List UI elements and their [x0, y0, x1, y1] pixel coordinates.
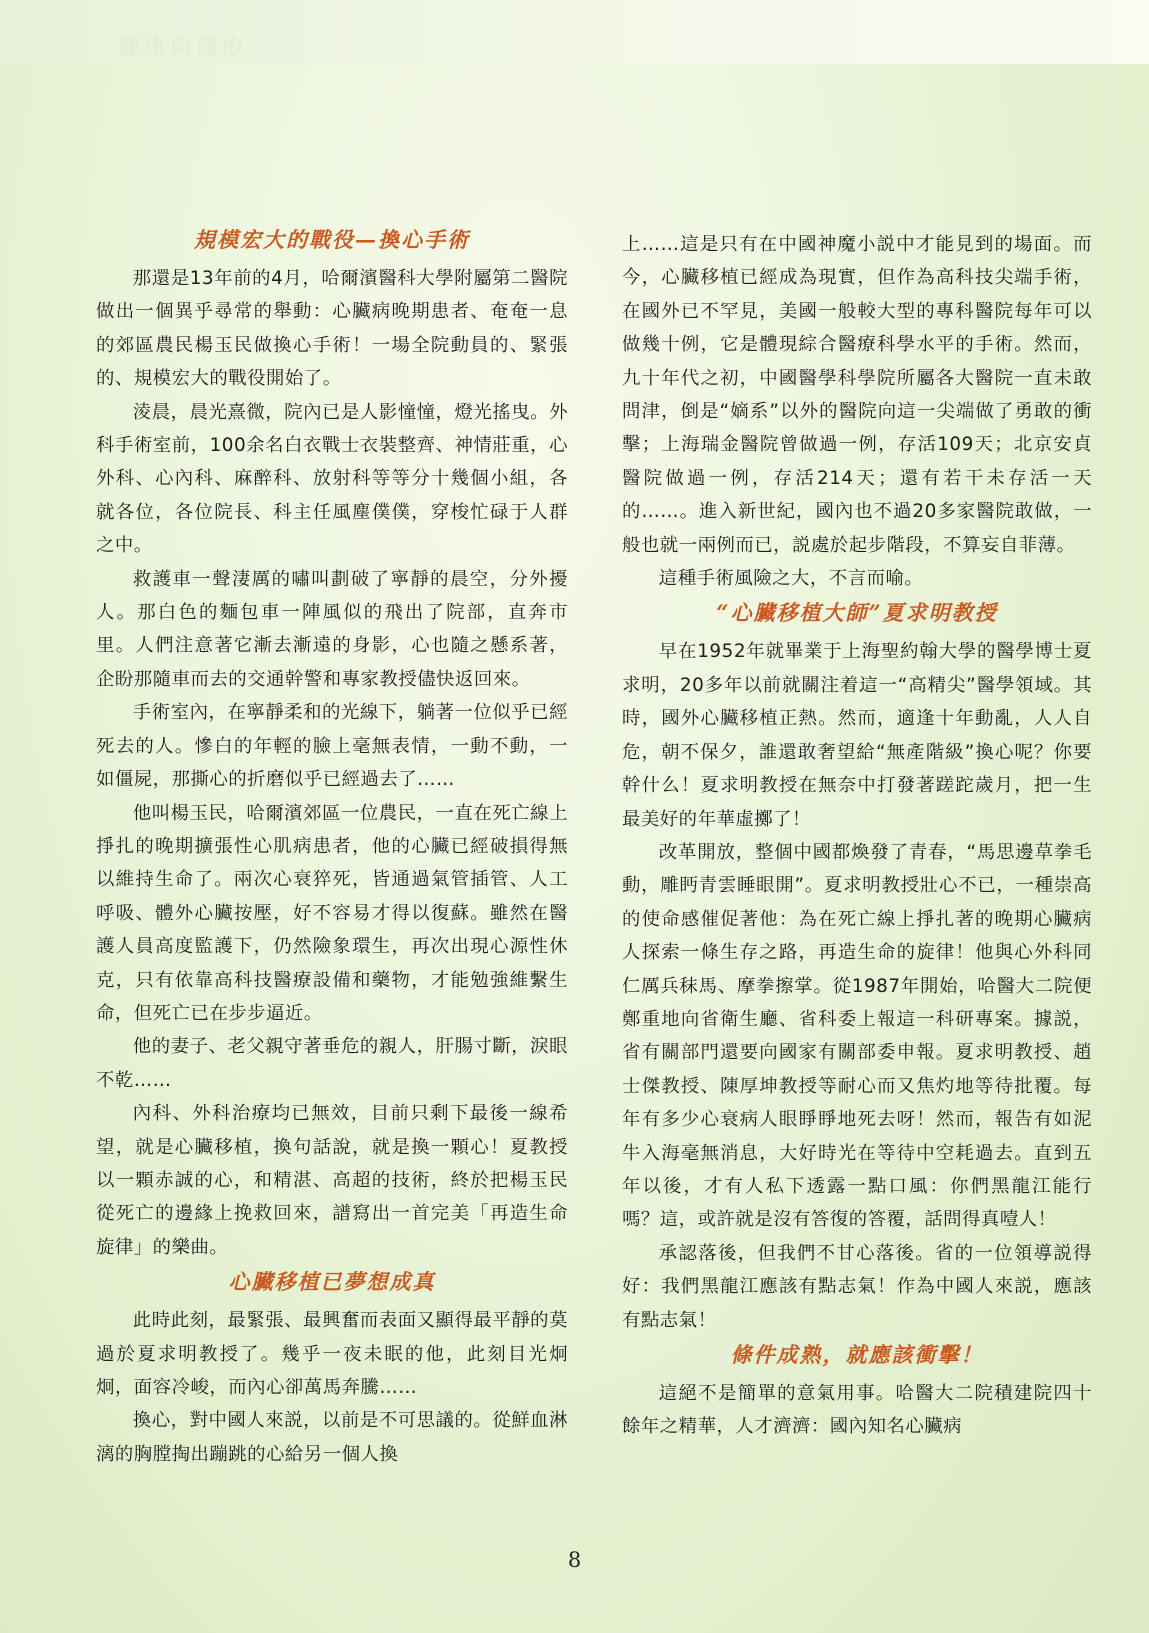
- paragraph: 承認落後，但我們不甘心落後。省的一位領導説得好：我們黑龍江應該有點志氣！作為中國人來説，應該有點志氣！: [622, 1242, 1092, 1331]
- paragraph: 救護車一聲淒厲的嘯叫劃破了寧靜的晨空，分外擾人。那白色的麵包車一陣風似的飛出了院部，直奔市里。人們注意著它漸去漸遠的身影，心也隨之懸系著，企盼那隨車而去的交通幹警和專家教授儘快返回來。: [96, 568, 568, 690]
- page-number: 8: [567, 1548, 582, 1572]
- section-heading-conditions-ripe: 條件成熟，就應該衝擊！: [730, 1342, 984, 1367]
- header-strip: [0, 0, 1149, 64]
- paragraph: 改革開放，整個中國都煥發了青春，“馬思邊草拳毛動，雕眄青雲睡眼開”。夏求明教授壯心不已，一種崇高的使命感催促著他：為在死亡線上掙扎著的晚期心臟病人探索一條生存之路，再造生命的旋律！他與心外科同仁厲兵秣馬、摩拳擦掌。從1987年開始，哈醫大二院便鄭重地向省衛生廳、省科委上報這一科研專案。據説，省有關部門還要向國家有關部委申報。夏求明教授、趙士傑教授、陳厚坤教授等耐心而又焦灼地等待批覆。每年有多少心衰病人眼睜睜地死去呀！然而，報告有如泥牛入海毫無消息，大好時光在等待中空耗過去。直到五年以後，才有人私下透露一點口風：你們黑龍江能行嗎？這，或許就是沒有答復的答覆，話問得真噎人！: [622, 841, 1092, 1231]
- left-column: [96, 222, 568, 1471]
- paragraph: 他叫楊玉民，哈爾濱郊區一位農民，一直在死亡線上掙扎的晚期擴張性心肌病患者，他的心臟已經破損得無以維持生命了。兩次心衰猝死，皆通過氣管插管、人工呼吸、體外心臟按壓，好不容易才得以復蘇。雖然在醫護人員高度監護下，仍然險象環生，再次出現心源性休克，只有依靠高科技醫療設備和藥物，才能勉強維繫生命，但死亡已在步步逼近。: [96, 802, 568, 1024]
- paragraph: 換心，對中國人來説，以前是不可思議的。從鮮血淋漓的胸膛掏出蹦跳的心給另一個人換: [96, 1410, 568, 1465]
- right-column: [622, 228, 1092, 1444]
- paragraph: 手術室內，在寧靜柔和的光線下，躺著一位似乎已經死去的人。慘白的年輕的臉上毫無表情，一動不動，一如僵屍，那撕心的折磨似乎已經過去了……: [96, 702, 568, 791]
- paragraph: 此時此刻，最緊張、最興奮而表面又顯得最平靜的莫過於夏求明教授了。幾乎一夜未眠的他，此刻目光炯炯，面容冷峻，而內心卻萬馬奔騰……: [96, 1310, 568, 1398]
- section-heading-dream-come-true: 心臟移植已夢想成真: [228, 1269, 436, 1295]
- header-decoration: 健康與醫療: [118, 35, 249, 60]
- paragraph: 早在1952年就畢業于上海聖約翰大學的醫學博士夏求明，20多年以前就關注着這一“高精尖”醫學領域。其時，國外心臟移植正熱。然而，適逢十年動亂，人人自危，朝不保夕，誰還敢奢望給“無產階級”換心呢？你要幹什么！夏求明教授在無奈中打發著蹉跎歲月，把一生最美好的年華虛擲了！: [622, 641, 1092, 830]
- paragraph: 內科、外科治療均已無效，目前只剩下最後一線希望，就是心臟移植，換句話說，就是換一顆心！夏教授以一顆赤誠的心，和精湛、高超的技術，終於把楊玉民從死亡的邊緣上挽救回來，譜寫出一首完美「再造生命旋律」的樂曲。: [96, 1103, 568, 1258]
- paragraph-continuation: 上……這是只有在中國神魔小説中才能見到的場面。而今，心臟移植已經成為現實，但作為高科技尖端手術，在國外已不罕見，美國一般較大型的專科醫院每年可以做幾十例，它是體現綜合醫療科學水平的手術。然而，九十年代之初，中國醫學科學院所屬各大醫院一直未敢問津，倒是“嫡系”以外的醫院向這一尖端做了勇敢的衝擊；上海瑞金醫院曾做過一例，存活109天；北京安貞醫院做過一例，存活214天；還有若干未存活一天的……。進入新世紀，國內也不過20多家醫院敢做，一般也就一兩例而已，説處於起步階段，不算妄自菲薄。: [622, 234, 1092, 556]
- paragraph: 這絕不是簡單的意氣用事。哈醫大二院積建院四十餘年之精華，人才濟濟：國內知名心臟病: [622, 1383, 1092, 1438]
- paragraph: 他的妻子、老父親守著垂危的親人，肝腸寸斷，淚眼不乾……: [96, 1036, 568, 1091]
- section-heading-transplant-master: “心臟移植大師”夏求明教授: [716, 600, 998, 626]
- paragraph: 淩晨，晨光熹微，院內已是人影憧憧，燈光搖曳。外科手術室前，100余名白衣戰士衣裝整齊、神情莊重，心外科、心內科、麻醉科、放射科等等分十幾個小組，各就各位，各位院長、科主任風塵僕僕，穿梭忙碌于人群之中。: [96, 401, 568, 557]
- paragraph: 那還是13年前的4月，哈爾濱醫科大學附屬第二醫院做出一個異乎尋常的舉動：心臟病晚期患者、奄奄一息的郊區農民楊玉民做換心手術！一場全院動員的、緊張的、規模宏大的戰役開始了。: [96, 268, 568, 390]
- paragraph: 這種手術風險之大，不言而喻。: [658, 568, 924, 590]
- section-heading-heart-transplant-battle: 規模宏大的戰役—換心手術: [194, 227, 470, 252]
